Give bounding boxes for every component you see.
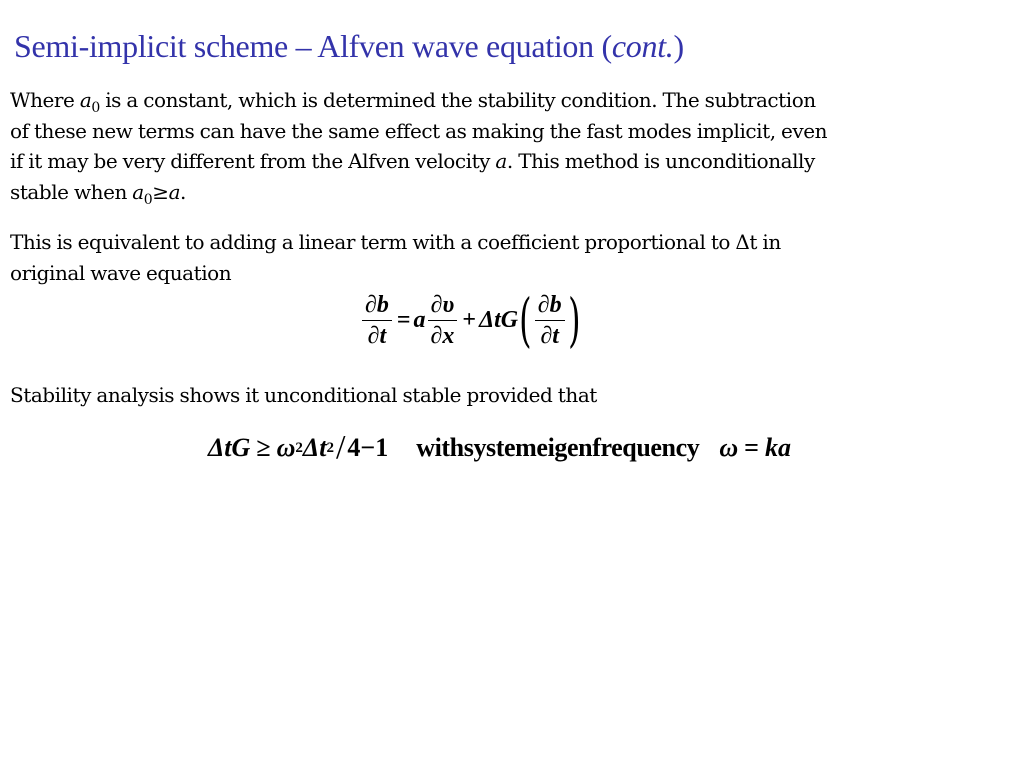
text-segment: Where — [10, 88, 80, 112]
stability-inequality: ΔtG ≥ ω 2 Δt 2 / 4−1 withsystemeigenfrequency ω = ka — [208, 429, 791, 466]
left-paren: ( — [519, 286, 532, 354]
paragraph-line — [10, 177, 1014, 208]
term-four-minus-one: 4−1 — [347, 433, 389, 462]
numerator: ∂b — [362, 292, 392, 321]
text-segment: is a constant, which is determined the stability condition. The subtraction — [99, 88, 816, 112]
paragraph-line — [10, 85, 1014, 116]
title-italic: cont. — [611, 28, 674, 64]
subscript-zero: 0 — [143, 191, 153, 208]
equals-sign: = — [744, 433, 759, 462]
variable-a: a — [495, 149, 507, 173]
fraction-db-dt — [362, 292, 392, 349]
denominator: ∂x — [430, 322, 455, 349]
ge-symbol: ≥ — [152, 179, 169, 204]
term-dt: Δt — [302, 433, 327, 462]
right-paren: ) — [567, 286, 581, 354]
plus-sign: + — [462, 306, 477, 333]
term-dtg: ΔtG — [479, 306, 519, 333]
text-segment: stable when — [10, 179, 133, 204]
ge-symbol: ≥ — [256, 433, 271, 462]
numerator: ∂υ — [428, 292, 458, 321]
equals-sign: = — [396, 306, 411, 333]
fraction-db-dt-paren — [535, 292, 565, 349]
paragraph-line: original wave equation — [10, 260, 232, 285]
division-slash: / — [335, 429, 346, 466]
text-segment: . This method is unconditionally — [506, 149, 815, 173]
variable-a: a — [79, 88, 92, 112]
term-dtg: ΔtG — [208, 433, 251, 462]
omega-symbol: ω — [276, 433, 296, 462]
subscript-zero: 0 — [91, 100, 100, 116]
paragraph-stability-condition — [10, 85, 1014, 207]
denominator: ∂t — [367, 322, 387, 349]
title-close: ) — [673, 28, 684, 64]
paragraph-line: This is equivalent to adding a linear term with a coefficient proportional to Δt in — [10, 230, 781, 254]
paragraph-linear-term — [10, 227, 1014, 288]
eigenfrequency-text: withsystemeigenfrequency — [416, 433, 700, 462]
variable-a: a — [132, 179, 144, 204]
paragraph-line — [10, 146, 1014, 177]
paragraph-stability-analysis — [10, 380, 1014, 411]
variable-a: a — [168, 179, 181, 204]
omega-symbol: ω — [719, 433, 739, 462]
denominator: ∂t — [540, 322, 559, 349]
term-ka: ka — [764, 433, 791, 462]
slide-title — [14, 28, 684, 65]
text-segment: . — [180, 179, 186, 204]
text-segment: if it may be very different from the Alfven velocity — [10, 149, 496, 173]
paragraph-line: Stability analysis shows it unconditional stable provided that — [10, 383, 597, 407]
paragraph-line: of these new terms can have the same effect as making the fast modes implicit, even — [10, 118, 828, 143]
fraction-dv-dx — [428, 292, 458, 349]
title-text: Semi-implicit scheme – Alfven wave equation ( — [14, 28, 612, 64]
numerator: ∂b — [535, 292, 565, 321]
coefficient-a: a — [413, 306, 426, 333]
wave-equation — [360, 284, 581, 356]
